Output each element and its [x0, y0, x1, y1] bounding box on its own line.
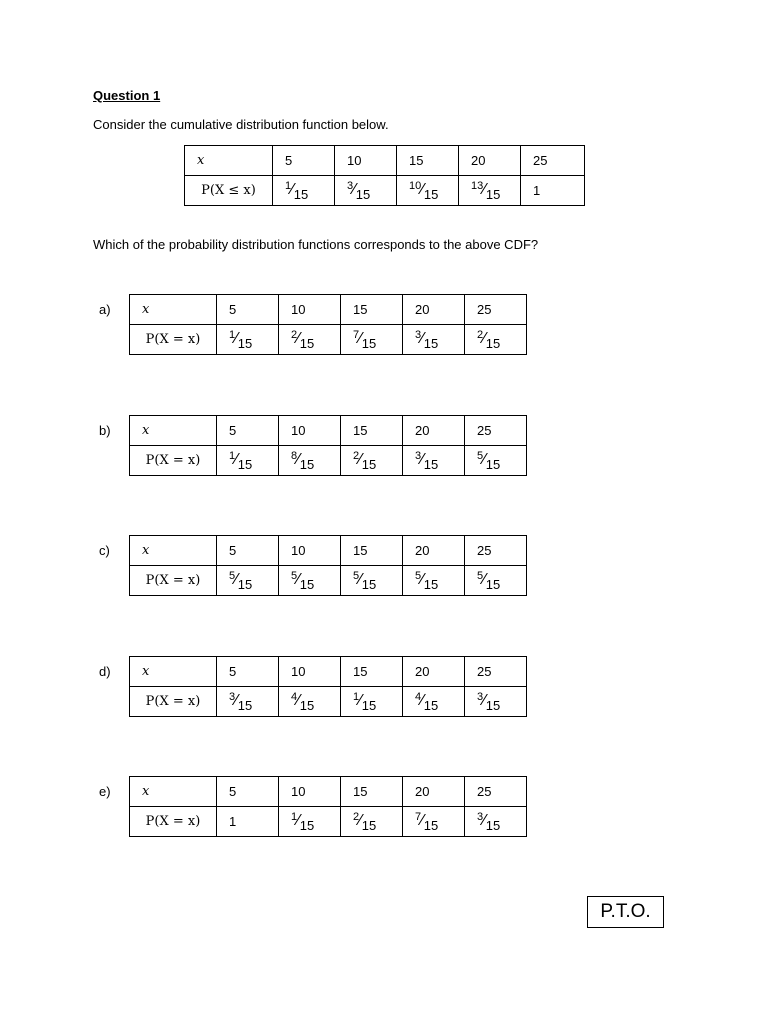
cdf-x-cell: 25	[521, 146, 585, 176]
fraction-denominator: 15	[423, 335, 439, 351]
option-label: e)	[99, 784, 111, 799]
option-x-cell: 5	[217, 777, 279, 807]
fraction-numerator: 1	[229, 328, 236, 341]
cdf-p-header: P(X ≤ x)	[185, 176, 273, 206]
option-x-cell: 5	[217, 536, 279, 566]
option-p-cell	[279, 325, 341, 355]
fraction-slash: ⁄	[291, 180, 294, 198]
fraction	[415, 328, 439, 351]
option-x-row	[130, 657, 527, 687]
option-p-cell	[403, 687, 465, 717]
option-table	[129, 656, 527, 717]
fraction-numerator: 5	[229, 569, 236, 582]
fraction-denominator: 15	[485, 335, 501, 351]
option-table	[129, 535, 527, 596]
fraction-denominator: 15	[485, 576, 501, 592]
cdf-x-row	[185, 146, 585, 176]
fraction-numerator: 2	[353, 810, 360, 823]
fraction-numerator: 1	[353, 690, 360, 703]
fraction	[409, 179, 439, 202]
option-x-cell: 25	[465, 657, 527, 687]
fraction-numerator: 2	[477, 328, 484, 341]
fraction-denominator: 15	[361, 817, 377, 833]
fraction-slash: ⁄	[483, 329, 486, 347]
cdf-p-cell	[521, 176, 585, 206]
option-p-header: P(X = x)	[130, 807, 217, 837]
option-x-cell: 25	[465, 536, 527, 566]
option-x-cell: 10	[279, 295, 341, 325]
fraction-denominator: 15	[485, 456, 501, 472]
option-x-cell: 15	[341, 777, 403, 807]
fraction-denominator: 15	[361, 576, 377, 592]
fraction-denominator: 15	[293, 186, 309, 202]
fraction-numerator: 1	[285, 179, 292, 192]
fraction	[477, 690, 501, 713]
fraction-numerator: 3	[415, 328, 422, 341]
option-x-cell: 25	[465, 777, 527, 807]
fraction	[415, 569, 439, 592]
question-title: Question 1	[93, 88, 161, 103]
option-p-cell	[465, 566, 527, 596]
fraction-slash: ⁄	[483, 450, 486, 468]
cdf-p-cell	[459, 176, 521, 206]
fraction-numerator: 4	[415, 690, 422, 703]
option-p-header: P(X = x)	[130, 687, 217, 717]
fraction-numerator: 3	[347, 179, 354, 192]
fraction-denominator: 15	[361, 335, 377, 351]
cdf-x-cell: 10	[335, 146, 397, 176]
fraction-denominator: 15	[361, 697, 377, 713]
option-p-row	[130, 807, 527, 837]
fraction-slash: ⁄	[421, 691, 424, 709]
option-table	[129, 294, 527, 355]
option-x-cell: 25	[465, 295, 527, 325]
fraction-denominator: 15	[361, 456, 377, 472]
fraction-slash: ⁄	[421, 450, 424, 468]
fraction-slash: ⁄	[483, 180, 486, 198]
option-label: d)	[99, 664, 111, 679]
fraction-numerator: 2	[291, 328, 298, 341]
fraction	[477, 810, 501, 833]
fraction-slash: ⁄	[421, 329, 424, 347]
option-x-cell: 15	[341, 416, 403, 446]
option-p-cell	[217, 807, 279, 837]
option-p-cell	[217, 566, 279, 596]
option-p-cell	[403, 325, 465, 355]
fraction-denominator: 15	[423, 817, 439, 833]
option-p-cell	[465, 687, 527, 717]
fraction-slash: ⁄	[421, 570, 424, 588]
fraction	[415, 690, 439, 713]
fraction	[415, 810, 439, 833]
fraction	[347, 179, 371, 202]
option-x-cell: 25	[465, 416, 527, 446]
option-p-cell	[279, 446, 341, 476]
fraction-numerator: 5	[415, 569, 422, 582]
fraction-denominator: 15	[423, 697, 439, 713]
fraction-numerator: 2	[353, 449, 360, 462]
fraction	[415, 449, 439, 472]
fraction-denominator: 15	[237, 335, 253, 351]
fraction	[291, 690, 315, 713]
fraction-denominator: 15	[423, 186, 439, 202]
fraction-slash: ⁄	[235, 450, 238, 468]
option-x-cell: 10	[279, 416, 341, 446]
fraction	[229, 328, 253, 351]
option-x-cell: 10	[279, 536, 341, 566]
fraction-slash: ⁄	[297, 570, 300, 588]
fraction-numerator: 3	[229, 690, 236, 703]
fraction-slash: ⁄	[297, 691, 300, 709]
fraction-denominator: 15	[237, 456, 253, 472]
fraction-denominator: 15	[423, 456, 439, 472]
fraction-numerator: 7	[353, 328, 360, 341]
fraction-slash: ⁄	[235, 329, 238, 347]
option-p-cell	[465, 807, 527, 837]
option-x-cell: 20	[403, 657, 465, 687]
option-p-header: P(X = x)	[130, 325, 217, 355]
option-p-cell	[279, 566, 341, 596]
cdf-p-cell	[397, 176, 459, 206]
fraction-denominator: 15	[485, 697, 501, 713]
fraction-numerator: 3	[477, 690, 484, 703]
fraction	[291, 328, 315, 351]
option-x-cell: 20	[403, 295, 465, 325]
fraction-numerator: 10	[409, 179, 422, 192]
fraction	[229, 690, 253, 713]
fraction-denominator: 15	[485, 186, 501, 202]
fraction-denominator: 15	[299, 817, 315, 833]
fraction-numerator: 4	[291, 690, 298, 703]
pto-box: P.T.O.	[587, 896, 664, 928]
option-x-header: x	[130, 536, 217, 566]
fraction-denominator: 15	[299, 335, 315, 351]
cdf-x-cell: 20	[459, 146, 521, 176]
fraction-slash: ⁄	[359, 811, 362, 829]
option-x-header: x	[130, 777, 217, 807]
fraction-denominator: 15	[299, 697, 315, 713]
option-x-cell: 15	[341, 295, 403, 325]
fraction-slash: ⁄	[297, 329, 300, 347]
fraction-slash: ⁄	[359, 450, 362, 468]
fraction-denominator: 15	[355, 186, 371, 202]
fraction-slash: ⁄	[359, 691, 362, 709]
option-x-row	[130, 777, 527, 807]
option-table	[129, 415, 527, 476]
fraction-numerator: 5	[477, 569, 484, 582]
option-p-cell	[217, 687, 279, 717]
fraction-slash: ⁄	[483, 691, 486, 709]
option-p-cell	[341, 687, 403, 717]
fraction-numerator: 5	[353, 569, 360, 582]
fraction-numerator: 3	[477, 810, 484, 823]
option-x-row	[130, 536, 527, 566]
option-x-cell: 15	[341, 536, 403, 566]
fraction-numerator: 1	[229, 449, 236, 462]
option-p-row	[130, 566, 527, 596]
fraction-denominator: 15	[299, 576, 315, 592]
option-p-cell	[403, 566, 465, 596]
option-p-cell	[341, 807, 403, 837]
option-x-cell: 5	[217, 657, 279, 687]
fraction-numerator: 7	[415, 810, 422, 823]
fraction-slash: ⁄	[483, 570, 486, 588]
fraction-slash: ⁄	[297, 450, 300, 468]
option-x-cell: 5	[217, 295, 279, 325]
option-p-header: P(X = x)	[130, 446, 217, 476]
option-p-cell	[217, 325, 279, 355]
fraction-numerator: 5	[291, 569, 298, 582]
fraction	[291, 569, 315, 592]
option-label: a)	[99, 302, 111, 317]
option-p-row	[130, 325, 527, 355]
fraction-numerator: 8	[291, 449, 298, 462]
fraction-denominator: 15	[423, 576, 439, 592]
fraction	[353, 569, 377, 592]
option-p-cell	[465, 325, 527, 355]
option-x-header: x	[130, 416, 217, 446]
cdf-p-cell	[273, 176, 335, 206]
option-x-cell: 20	[403, 536, 465, 566]
option-p-header: P(X = x)	[130, 566, 217, 596]
fraction	[477, 569, 501, 592]
fraction-numerator: 5	[477, 449, 484, 462]
cdf-x-cell: 5	[273, 146, 335, 176]
option-x-cell: 10	[279, 657, 341, 687]
fraction-slash: ⁄	[359, 329, 362, 347]
option-table	[129, 776, 527, 837]
option-label: c)	[99, 543, 110, 558]
fraction	[353, 810, 377, 833]
fraction-slash: ⁄	[483, 811, 486, 829]
fraction-slash: ⁄	[421, 811, 424, 829]
cdf-x-header: x	[185, 146, 273, 176]
value-text: 1	[229, 814, 237, 829]
fraction	[353, 328, 377, 351]
fraction	[229, 569, 253, 592]
cdf-p-row	[185, 176, 585, 206]
option-label: b)	[99, 423, 111, 438]
fraction-denominator: 15	[485, 817, 501, 833]
value-text: 1	[533, 183, 541, 198]
option-p-cell	[341, 446, 403, 476]
fraction	[353, 449, 377, 472]
fraction	[229, 449, 253, 472]
option-p-cell	[341, 325, 403, 355]
fraction-denominator: 15	[299, 456, 315, 472]
fraction-numerator: 13	[471, 179, 484, 192]
fraction	[471, 179, 501, 202]
option-p-cell	[279, 687, 341, 717]
fraction-slash: ⁄	[421, 180, 424, 198]
option-p-cell	[279, 807, 341, 837]
cdf-p-cell	[335, 176, 397, 206]
option-p-cell	[465, 446, 527, 476]
fraction	[291, 449, 315, 472]
fraction-slash: ⁄	[297, 811, 300, 829]
option-x-cell: 5	[217, 416, 279, 446]
fraction-slash: ⁄	[235, 570, 238, 588]
question-text: Which of the probability distribution functions corresponds to the above CDF?	[93, 237, 539, 252]
option-x-cell: 15	[341, 657, 403, 687]
option-p-cell	[217, 446, 279, 476]
fraction	[291, 810, 315, 833]
option-x-cell: 20	[403, 777, 465, 807]
fraction-slash: ⁄	[359, 570, 362, 588]
option-x-row	[130, 295, 527, 325]
fraction-denominator: 15	[237, 697, 253, 713]
option-p-row	[130, 687, 527, 717]
fraction-numerator: 3	[415, 449, 422, 462]
option-p-row	[130, 446, 527, 476]
option-x-row	[130, 416, 527, 446]
option-x-cell: 10	[279, 777, 341, 807]
fraction	[477, 328, 501, 351]
option-p-cell	[403, 446, 465, 476]
fraction-slash: ⁄	[353, 180, 356, 198]
option-p-cell	[341, 566, 403, 596]
fraction-slash: ⁄	[235, 691, 238, 709]
option-x-header: x	[130, 295, 217, 325]
cdf-x-cell: 15	[397, 146, 459, 176]
option-p-cell	[403, 807, 465, 837]
option-x-cell: 20	[403, 416, 465, 446]
option-x-header: x	[130, 657, 217, 687]
fraction-denominator: 15	[237, 576, 253, 592]
fraction-numerator: 1	[291, 810, 298, 823]
cdf-table	[184, 145, 585, 206]
fraction	[285, 179, 309, 202]
intro-text: Consider the cumulative distribution function below.	[93, 117, 389, 132]
fraction	[353, 690, 377, 713]
fraction	[477, 449, 501, 472]
